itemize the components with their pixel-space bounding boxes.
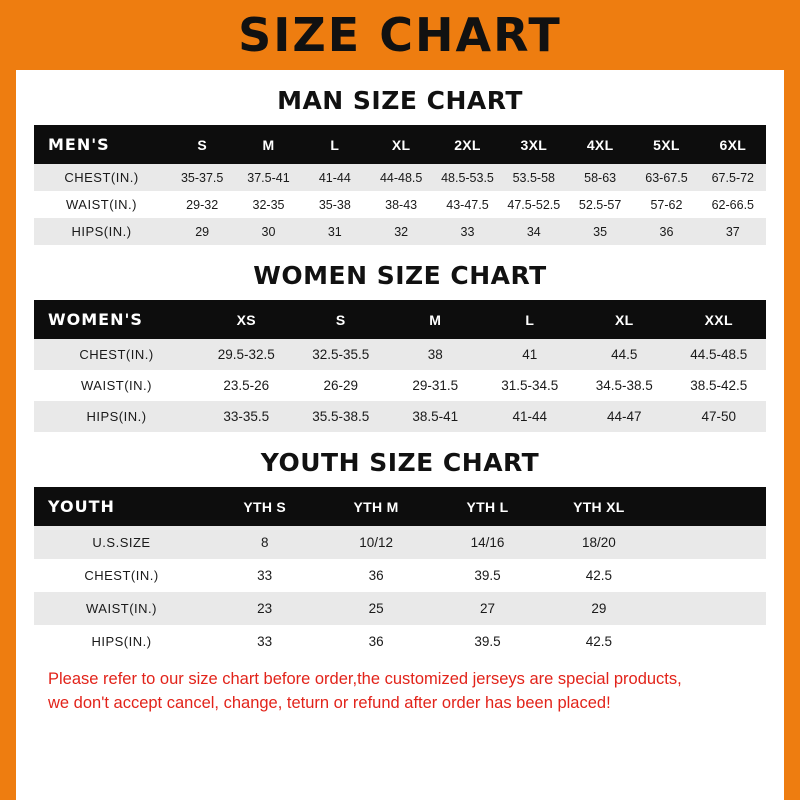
men-col-3: XL <box>368 125 434 164</box>
men-size-table <box>34 125 766 245</box>
youth-table-head <box>34 487 766 526</box>
women-r1-c2: 29-31.5 <box>388 370 483 401</box>
men-r0-c6: 58-63 <box>567 164 633 191</box>
youth-r2-c4 <box>655 592 766 625</box>
men-r1-c5: 47.5-52.5 <box>501 191 567 218</box>
women-r2-c3: 41-44 <box>483 401 578 432</box>
men-r1-c4: 43-47.5 <box>434 191 500 218</box>
page-title: SIZE CHART <box>238 8 562 62</box>
men-row-0-label: CHEST(IN.) <box>34 164 169 191</box>
youth-r2-c3: 29 <box>543 592 654 625</box>
men-section-title: MAN SIZE CHART <box>277 86 523 115</box>
women-r0-c5: 44.5-48.5 <box>672 339 767 370</box>
men-row-1-label: WAIST(IN.) <box>34 191 169 218</box>
men-col-5: 3XL <box>501 125 567 164</box>
youth-r1-c0: 33 <box>209 559 320 592</box>
women-size-table <box>34 300 766 432</box>
youth-r0-c1: 10/12 <box>320 526 431 559</box>
men-r2-c2: 31 <box>302 218 368 245</box>
men-r0-c4: 48.5-53.5 <box>434 164 500 191</box>
notice-line-2: we don't accept cancel, change, teturn or refund after order has been placed! <box>48 693 611 712</box>
youth-r2-c0: 23 <box>209 592 320 625</box>
men-r0-c7: 63-67.5 <box>633 164 699 191</box>
women-corner-label: WOMEN'S <box>34 300 199 339</box>
men-col-4: 2XL <box>434 125 500 164</box>
men-table-body <box>34 164 766 245</box>
women-r2-c0: 33-35.5 <box>199 401 294 432</box>
women-r0-c2: 38 <box>388 339 483 370</box>
men-r0-c8: 67.5-72 <box>700 164 766 191</box>
women-r0-c3: 41 <box>483 339 578 370</box>
youth-r3-c4 <box>655 625 766 658</box>
youth-r0-c4 <box>655 526 766 559</box>
youth-r3-c3: 42.5 <box>543 625 654 658</box>
men-r0-c5: 53.5-58 <box>501 164 567 191</box>
men-r2-c1: 30 <box>235 218 301 245</box>
youth-size-table <box>34 487 766 658</box>
men-r1-c7: 57-62 <box>633 191 699 218</box>
men-col-1: M <box>235 125 301 164</box>
youth-r2-c1: 25 <box>320 592 431 625</box>
order-notice <box>34 658 766 716</box>
men-header-row <box>34 125 766 164</box>
women-col-3: L <box>483 300 578 339</box>
women-col-1: S <box>294 300 389 339</box>
women-r2-c1: 35.5-38.5 <box>294 401 389 432</box>
men-r1-c3: 38-43 <box>368 191 434 218</box>
women-r1-c0: 23.5-26 <box>199 370 294 401</box>
women-col-5: XXL <box>672 300 767 339</box>
men-col-0: S <box>169 125 235 164</box>
youth-r1-c1: 36 <box>320 559 431 592</box>
youth-header-row <box>34 487 766 526</box>
women-col-2: M <box>388 300 483 339</box>
men-r0-c1: 37.5-41 <box>235 164 301 191</box>
men-table-head <box>34 125 766 164</box>
men-r2-c0: 29 <box>169 218 235 245</box>
women-r0-c0: 29.5-32.5 <box>199 339 294 370</box>
youth-row-3-label: HIPS(IN.) <box>34 625 209 658</box>
table-row <box>34 164 766 191</box>
youth-r3-c2: 39.5 <box>432 625 543 658</box>
men-corner-label: MEN'S <box>34 125 169 164</box>
men-r0-c2: 41-44 <box>302 164 368 191</box>
youth-row-1-label: CHEST(IN.) <box>34 559 209 592</box>
men-col-6: 4XL <box>567 125 633 164</box>
table-row <box>34 592 766 625</box>
youth-r0-c2: 14/16 <box>432 526 543 559</box>
youth-r0-c3: 18/20 <box>543 526 654 559</box>
men-col-7: 5XL <box>633 125 699 164</box>
women-row-1-label: WAIST(IN.) <box>34 370 199 401</box>
men-r1-c0: 29-32 <box>169 191 235 218</box>
men-r1-c2: 35-38 <box>302 191 368 218</box>
men-r1-c8: 62-66.5 <box>700 191 766 218</box>
table-row <box>34 339 766 370</box>
table-row <box>34 625 766 658</box>
notice-line-1: Please refer to our size chart before order,the customized jerseys are special products, <box>48 670 682 688</box>
table-row <box>34 401 766 432</box>
men-col-8: 6XL <box>700 125 766 164</box>
youth-table-body <box>34 526 766 658</box>
women-r1-c5: 38.5-42.5 <box>672 370 767 401</box>
youth-r2-c2: 27 <box>432 592 543 625</box>
youth-r1-c4 <box>655 559 766 592</box>
table-row <box>34 559 766 592</box>
youth-col-2: YTH L <box>432 487 543 526</box>
table-row <box>34 218 766 245</box>
youth-corner-label: YOUTH <box>34 487 209 526</box>
men-r1-c6: 52.5-57 <box>567 191 633 218</box>
youth-row-0-label: U.S.SIZE <box>34 526 209 559</box>
men-r0-c0: 35-37.5 <box>169 164 235 191</box>
men-r2-c5: 34 <box>501 218 567 245</box>
women-row-0-label: CHEST(IN.) <box>34 339 199 370</box>
women-table-head <box>34 300 766 339</box>
women-r2-c2: 38.5-41 <box>388 401 483 432</box>
men-r0-c3: 44-48.5 <box>368 164 434 191</box>
men-r2-c7: 36 <box>633 218 699 245</box>
women-r0-c1: 32.5-35.5 <box>294 339 389 370</box>
youth-col-1: YTH M <box>320 487 431 526</box>
table-row <box>34 370 766 401</box>
men-r2-c6: 35 <box>567 218 633 245</box>
men-r2-c3: 32 <box>368 218 434 245</box>
youth-col-3: YTH XL <box>543 487 654 526</box>
men-r2-c8: 37 <box>700 218 766 245</box>
youth-section-title: YOUTH SIZE CHART <box>260 448 540 477</box>
women-row-2-label: HIPS(IN.) <box>34 401 199 432</box>
women-col-0: XS <box>199 300 294 339</box>
youth-col-0: YTH S <box>209 487 320 526</box>
women-r0-c4: 44.5 <box>577 339 672 370</box>
men-col-2: L <box>302 125 368 164</box>
women-r1-c3: 31.5-34.5 <box>483 370 578 401</box>
women-section-title: WOMEN SIZE CHART <box>253 261 547 290</box>
page-banner <box>16 0 784 70</box>
youth-col-4 <box>655 487 766 526</box>
women-table-body <box>34 339 766 432</box>
youth-r3-c1: 36 <box>320 625 431 658</box>
women-r1-c4: 34.5-38.5 <box>577 370 672 401</box>
youth-r1-c3: 42.5 <box>543 559 654 592</box>
men-row-2-label: HIPS(IN.) <box>34 218 169 245</box>
youth-row-2-label: WAIST(IN.) <box>34 592 209 625</box>
youth-r3-c0: 33 <box>209 625 320 658</box>
women-r1-c1: 26-29 <box>294 370 389 401</box>
women-r2-c5: 47-50 <box>672 401 767 432</box>
youth-r1-c2: 39.5 <box>432 559 543 592</box>
chart-content <box>16 86 784 716</box>
women-header-row <box>34 300 766 339</box>
youth-r0-c0: 8 <box>209 526 320 559</box>
men-r1-c1: 32-35 <box>235 191 301 218</box>
women-r2-c4: 44-47 <box>577 401 672 432</box>
men-r2-c4: 33 <box>434 218 500 245</box>
table-row <box>34 191 766 218</box>
women-col-4: XL <box>577 300 672 339</box>
table-row <box>34 526 766 559</box>
